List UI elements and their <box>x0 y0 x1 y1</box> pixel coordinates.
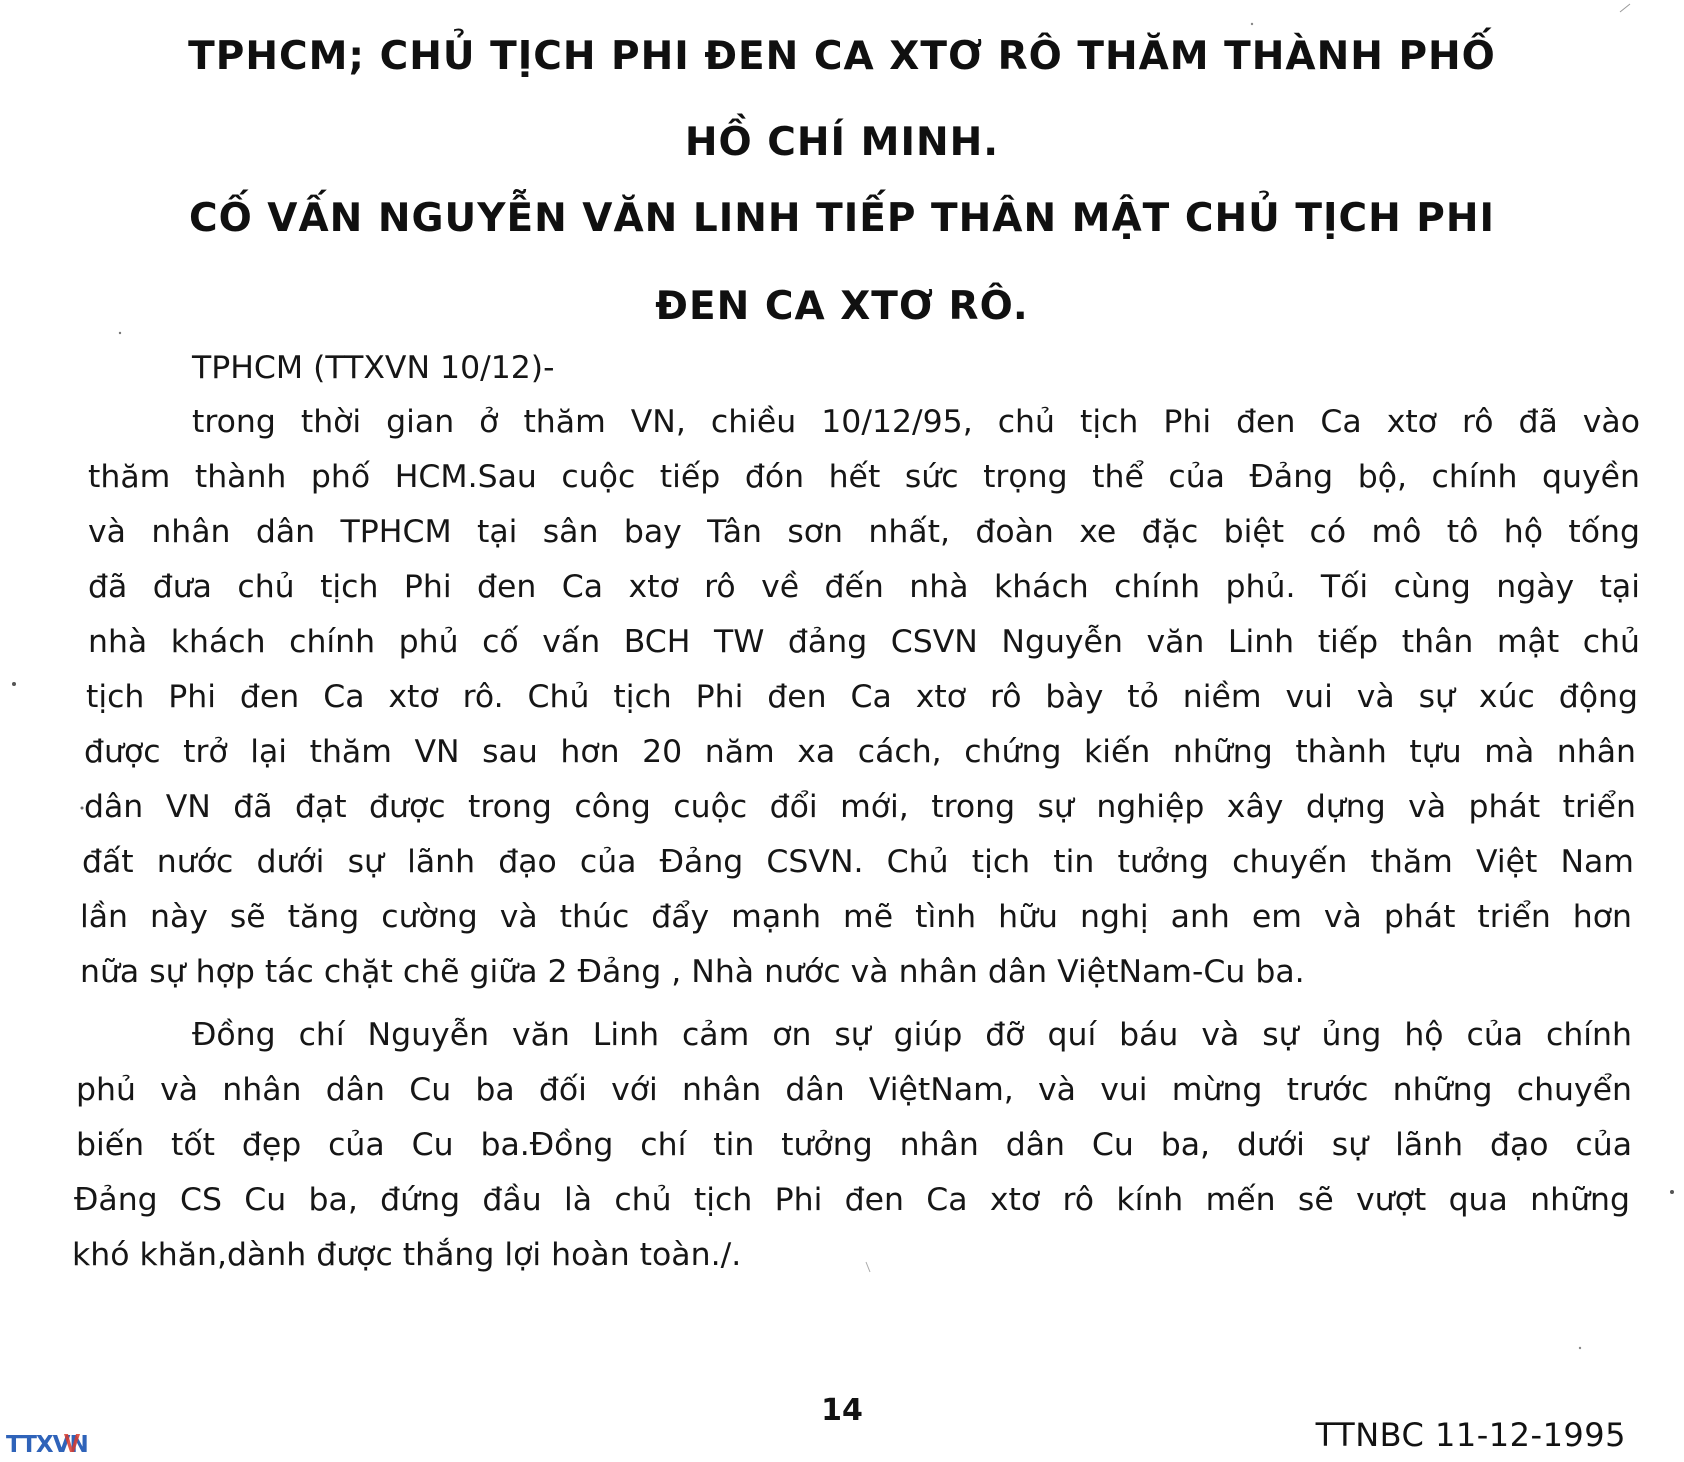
ttxvn-logo <box>6 1430 98 1456</box>
body-line: biến tốt đẹp của Cu ba.Đồng chí tin tưởng nhân dân Cu ba, dưới sự lãnh đạo của <box>76 1127 1632 1163</box>
body-line: đã đưa chủ tịch Phi đen Ca xtơ rô về đến nhà khách chính phủ. Tối cùng ngày tại <box>88 569 1640 605</box>
headline-line-2: HỒ CHÍ MINH. <box>684 120 1000 165</box>
body-line: nhà khách chính phủ cố vấn BCH TW đảng CSVN Nguyễn văn Linh tiếp thân mật chủ <box>88 624 1640 660</box>
document-code: TTNBC 11-12-1995 <box>1315 1416 1626 1454</box>
dateline: TPHCM (TTXVN 10/12)- <box>192 350 555 386</box>
body-line: phủ và nhân dân Cu ba đối với nhân dân ViệtNam, và vui mừng trước những chuyển <box>76 1072 1632 1108</box>
body-line: Đồng chí Nguyễn văn Linh cảm ơn sự giúp đỡ quí báu và sự ủng hộ của chính <box>192 1017 1632 1053</box>
body-line: dân VN đã đạt được trong công cuộc đổi mới, trong sự nghiệp xây dựng và phát triển <box>84 789 1636 825</box>
body-line: trong thời gian ở thăm VN, chiều 10/12/95, chủ tịch Phi đen Ca xtơ rô đã vào <box>192 404 1640 440</box>
page-number: 14 <box>821 1393 863 1428</box>
headline-line-1: TPHCM; CHỦ TỊCH PHI ĐEN CA XTƠ RÔ THĂM THÀNH PHỐ <box>188 34 1496 79</box>
body-line: lần này sẽ tăng cường và thúc đẩy mạnh mẽ tình hữu nghị anh em và phát triển hơn <box>80 899 1632 935</box>
headline-line-3: CỐ VẤN NGUYỄN VĂN LINH TIẾP THÂN MẬT CHỦ TỊCH PHI <box>188 196 1496 241</box>
body-line: Đảng CS Cu ba, đứng đầu là chủ tịch Phi đen Ca xtơ rô kính mến sẽ vượt qua những <box>74 1182 1630 1218</box>
svg-text:TTXVN: TTXVN <box>6 1432 88 1456</box>
body-line: nữa sự hợp tác chặt chẽ giữa 2 Đảng , Nhà nước và nhân dân ViệtNam-Cu ba. <box>80 954 1305 990</box>
body-line: đất nước dưới sự lãnh đạo của Đảng CSVN. Chủ tịch tin tưởng chuyến thăm Việt Nam <box>82 844 1634 880</box>
headline-line-4: ĐEN CA XTƠ RÔ. <box>655 284 1029 329</box>
body-line: được trở lại thăm VN sau hơn 20 năm xa cách, chứng kiến những thành tựu mà nhân <box>84 734 1636 770</box>
body-line: khó khăn,dành được thắng lợi hoàn toàn./. <box>72 1237 742 1273</box>
body-line: tịch Phi đen Ca xtơ rô. Chủ tịch Phi đen Ca xtơ rô bày tỏ niềm vui và sự xúc động <box>86 679 1638 715</box>
body-line: thăm thành phố HCM.Sau cuộc tiếp đón hết sức trọng thể của Đảng bộ, chính quyền <box>88 459 1640 495</box>
body-line: và nhân dân TPHCM tại sân bay Tân sơn nhất, đoàn xe đặc biệt có mô tô hộ tống <box>88 514 1640 550</box>
